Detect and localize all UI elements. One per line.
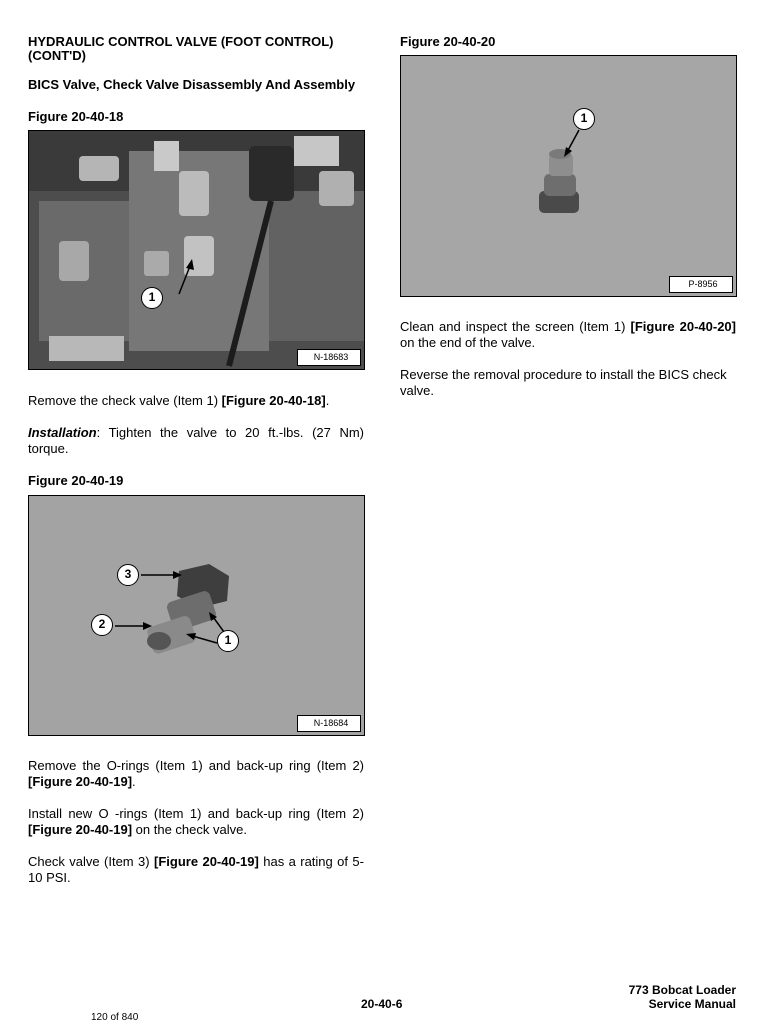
image-tag: N-18683 <box>297 349 361 366</box>
callout-1: 1 <box>141 287 163 309</box>
paragraph-reverse-procedure: Reverse the removal procedure to install the BICS check valve. <box>400 367 727 398</box>
image-tag: P-8956 <box>669 276 733 293</box>
figure-20-40-18-label: Figure 20-40-18 <box>28 109 124 124</box>
figure-20-40-20-photo <box>400 55 737 297</box>
page-count: 120 of 840 <box>91 1012 139 1023</box>
callout-3: 3 <box>117 564 139 586</box>
paragraph-remove-o-rings: Remove the O-rings (Item 1) and back-up ring (Item 2) [Figure 20-40-19]. <box>28 758 364 789</box>
section-heading: HYDRAULIC CONTROL VALVE (FOOT CONTROL) (CONT'D) <box>28 34 334 63</box>
callout-1: 1 <box>573 108 595 130</box>
callout-2: 2 <box>91 614 113 636</box>
paragraph-install-o-rings: Install new O -rings (Item 1) and back-up ring (Item 2) [Figure 20-40-19] on the check valve. <box>28 806 364 837</box>
paragraph-check-valve-rating: Check valve (Item 3) [Figure 20-40-19] has a rating of 5-10 PSI. <box>28 854 364 885</box>
section-subheading: BICS Valve, Check Valve Disassembly And Assembly <box>28 77 356 92</box>
figure-20-40-18-photo <box>28 130 365 370</box>
manual-title-line1: 773 Bobcat Loader <box>628 983 736 997</box>
paragraph-clean-inspect-screen: Clean and inspect the screen (Item 1) [Figure 20-40-20] on the end of the valve. <box>400 319 736 350</box>
figure-20-40-19-photo <box>28 495 365 736</box>
paragraph-remove-check-valve: Remove the check valve (Item 1) [Figure 20-40-18]. <box>28 393 330 408</box>
page-number: 20-40-6 <box>361 997 403 1011</box>
figure-20-40-20-label: Figure 20-40-20 <box>400 34 496 49</box>
paragraph-installation: Installation: Tighten the valve to 20 ft.-lbs. (27 Nm) torque. <box>28 425 364 456</box>
manual-title-line2: Service Manual <box>648 997 736 1011</box>
callout-1: 1 <box>217 630 239 652</box>
image-tag: N-18684 <box>297 715 361 732</box>
figure-20-40-19-label: Figure 20-40-19 <box>28 473 124 488</box>
